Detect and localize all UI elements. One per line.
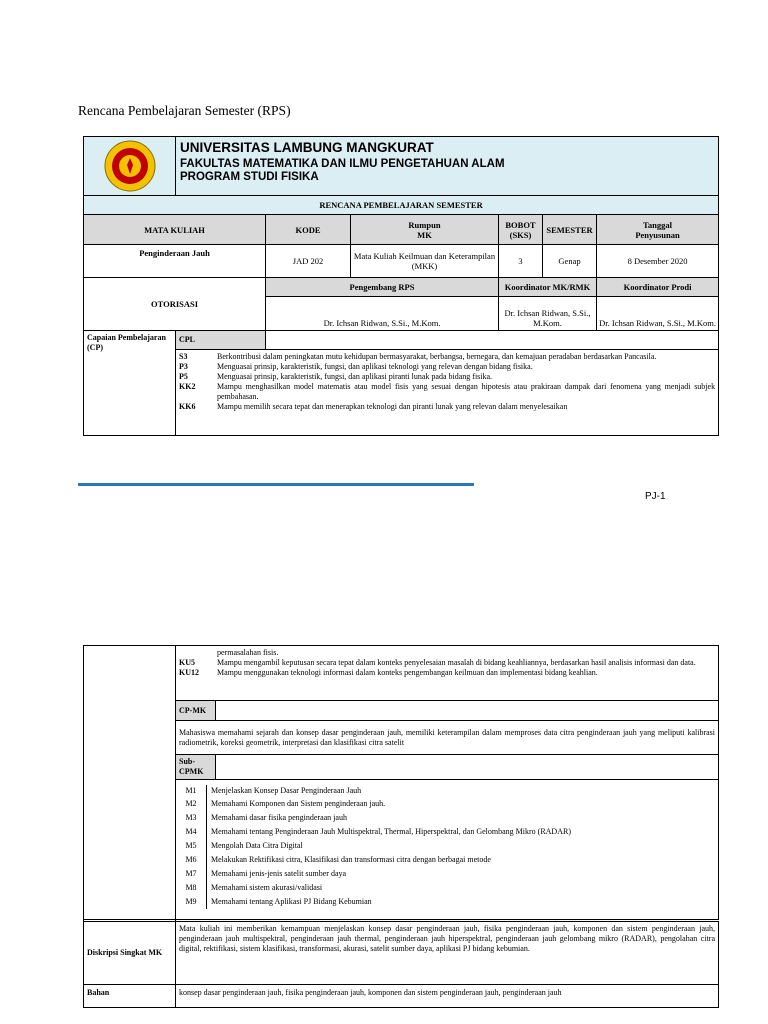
subcpmk-item: M5 Mengolah Data Citra Digital [176,839,718,853]
col-bobot-line2: (SKS) [509,229,532,240]
cpl-list-page1 [176,350,719,436]
col-rumpun-line1: Rumpun [408,219,441,230]
cpl-item: KU5 Mampu mengambil keputusan secara tepat dalam konteks penyelesaian masalah di bidang keahliannya, berdasarkan hasil analisis informasi dan data. [179,658,696,667]
cp-label-continued [84,646,176,920]
cpl-item: KK6 Mampu memilih secara tepat dan menerapkan teknologi dan piranti lunak yang relevan dalam menyelesaikan [179,402,568,411]
col-rumpun-line2: MK [417,229,432,240]
subcpmk-item: M9 Memahami tentang Aplikasi PJ Bidang Kebumian [176,895,718,909]
deskripsi-label: Diskripsi Singkat MK [84,922,176,985]
logo-cell [84,137,176,196]
section-title: RENCANA PEMBELAJARAN SEMESTER [84,196,719,215]
rps-header-table [83,136,719,436]
col-rumpun [351,215,499,245]
deskripsi-bahan-table [83,921,719,1008]
course-rumpun: Mata Kuliah Keilmuan dan Keterampilan (MKK) [351,245,499,278]
course-semester: Genap [543,245,597,278]
koordinator-prodi-label: Koordinator Prodi [597,278,719,297]
course-name: Penginderaan Jauh [84,245,266,278]
koordinator-mk-name: Dr. Ichsan Ridwan, S.Si., M.Kom. [499,297,597,331]
university-logo-icon [104,140,156,192]
cpl-continuation: permasalahan fisis. [217,648,279,657]
subcpmk-item: M7 Memahami jenis-jenis satelit sumber daya [176,867,718,881]
cpl-list-page2 [176,646,719,701]
footer-rule [78,483,474,486]
cpmk-text: Mahasiswa memahami sejarah dan konsep dasar penginderaan jauh, memiliki keterampilan dalam memproses data citra penginderaan jauh yang meliputi kalibrasi radiometrik, koreksi geometrik, interpretasi dan klasifikasi citra satelit [176,721,719,755]
col-semester: SEMESTER [543,215,597,245]
cpl-item: KU12 Mampu menggunakan teknologi informasi dalam konteks pengembangan keilmuan dan implementasi bidang keahlian. [179,668,598,677]
subcpmk-item: M3 Memahami dasar fisika penginderaan jauh [176,811,718,825]
bahan-text: konsep dasar penginderaan jauh, fisika penginderaan jauh, komponen dan sistem penginderaan jauh, penginderaan jauh [176,985,719,1008]
koordinator-mk-label: Koordinator MK/RMK [499,278,597,297]
deskripsi-text: Mata kuliah ini memberikan kemampuan menjelaskan konsep dasar penginderaan jauh, fisika penginderaan jauh, komponen dan sistem penginderaan jauh, penginderaan jauh multispektral, penginderaan jauh thermal, penginderaan jauh hiperspektral, penginderaan jauh gelombang mikro (RADAR), pengolahan citra digital, rektifikasi, sistem klasifikasi, transformasi, akurasi, satelit sumber daya, aplikasi PJ bidang kebumian. [176,922,719,985]
page-number: PJ-1 [645,491,666,502]
rps-continuation-table [83,645,719,920]
cpmk-label: CP-MK [176,701,216,721]
faculty-name: FAKULTAS MATEMATIKA DAN ILMU PENGETAHUAN ALAM [180,158,505,170]
course-date: 8 Desember 2020 [597,245,719,278]
pengembang-name: Dr. Ichsan Ridwan, S.Si., M.Kom. [266,297,499,331]
cp-label: Capaian Pembelajaran (CP) [84,331,176,436]
pengembang-label: Pengembang RPS [266,278,499,297]
cpl-item: P3 Menguasai prinsip, karakteristik, fungsi, dan aplikasi teknologi yang relevan dengan bidang fisika. [179,362,533,371]
cpl-item: P5 Menguasai prinsip, karakteristik, fungsi, dan aplikasi piranti lunak pada bidang fisika. [179,372,493,381]
bahan-label: Bahan [84,985,176,1008]
col-kode: KODE [266,215,351,245]
subcpmk-label: Sub- CPMK [176,755,216,780]
program-name: PROGRAM STUDI FISIKA [180,171,319,183]
university-name: UNIVERSITAS LAMBUNG MANGKURAT [180,140,434,155]
subcpmk-item: M4 Memahami tentang Penginderaan Jauh Multispektral, Thermal, Hiperspektral, dan Gelombang Mikro (RADAR) [176,825,718,839]
col-mata-kuliah: MATA KULIAH [84,215,266,245]
otorisasi-label: OTORISASI [84,278,266,331]
cpl-item: KK2 Mampu menghasilkan model matematis atau model fisis yang sesuai dengan hipotesis atau prakiraan dampak dari fenomena yang menjadi subjek pembahasan. [179,382,716,401]
cpl-label: CPL [176,331,266,350]
subcpmk-item: M2 Memahami Komponen dan Sistem penginderaan jauh. [176,797,718,811]
cpl-item: S3 Berkontribusi dalam peningkatan mutu kehidupan bermasyarakat, berbangsa, bernegara, dan kemajuan peradaban berdasarkan Pancasila. [179,352,657,361]
subcpmk-list [176,780,719,920]
col-tanggal-line2: Penyusunan [635,229,680,240]
subcpmk-item: M6 Melakukan Rektifikasi citra, Klasifikasi dan transformasi citra dengan berbagai metode [176,853,718,867]
subcpmk-item: M8 Memahami sistem akurasi/validasi [176,881,718,895]
col-tanggal-line1: Tanggal [643,219,673,230]
col-bobot-line1: BOBOT [505,219,536,230]
document-title: Rencana Pembelajaran Semester (RPS) [78,103,291,118]
col-bobot [499,215,543,245]
col-tanggal [597,215,719,245]
course-code: JAD 202 [266,245,351,278]
subcpmk-item: M1 Menjelaskan Konsep Dasar Penginderaan Jauh [176,785,718,797]
course-sks: 3 [499,245,543,278]
koordinator-prodi-name: Dr. Ichsan Ridwan, S.Si., M.Kom. [597,297,719,331]
